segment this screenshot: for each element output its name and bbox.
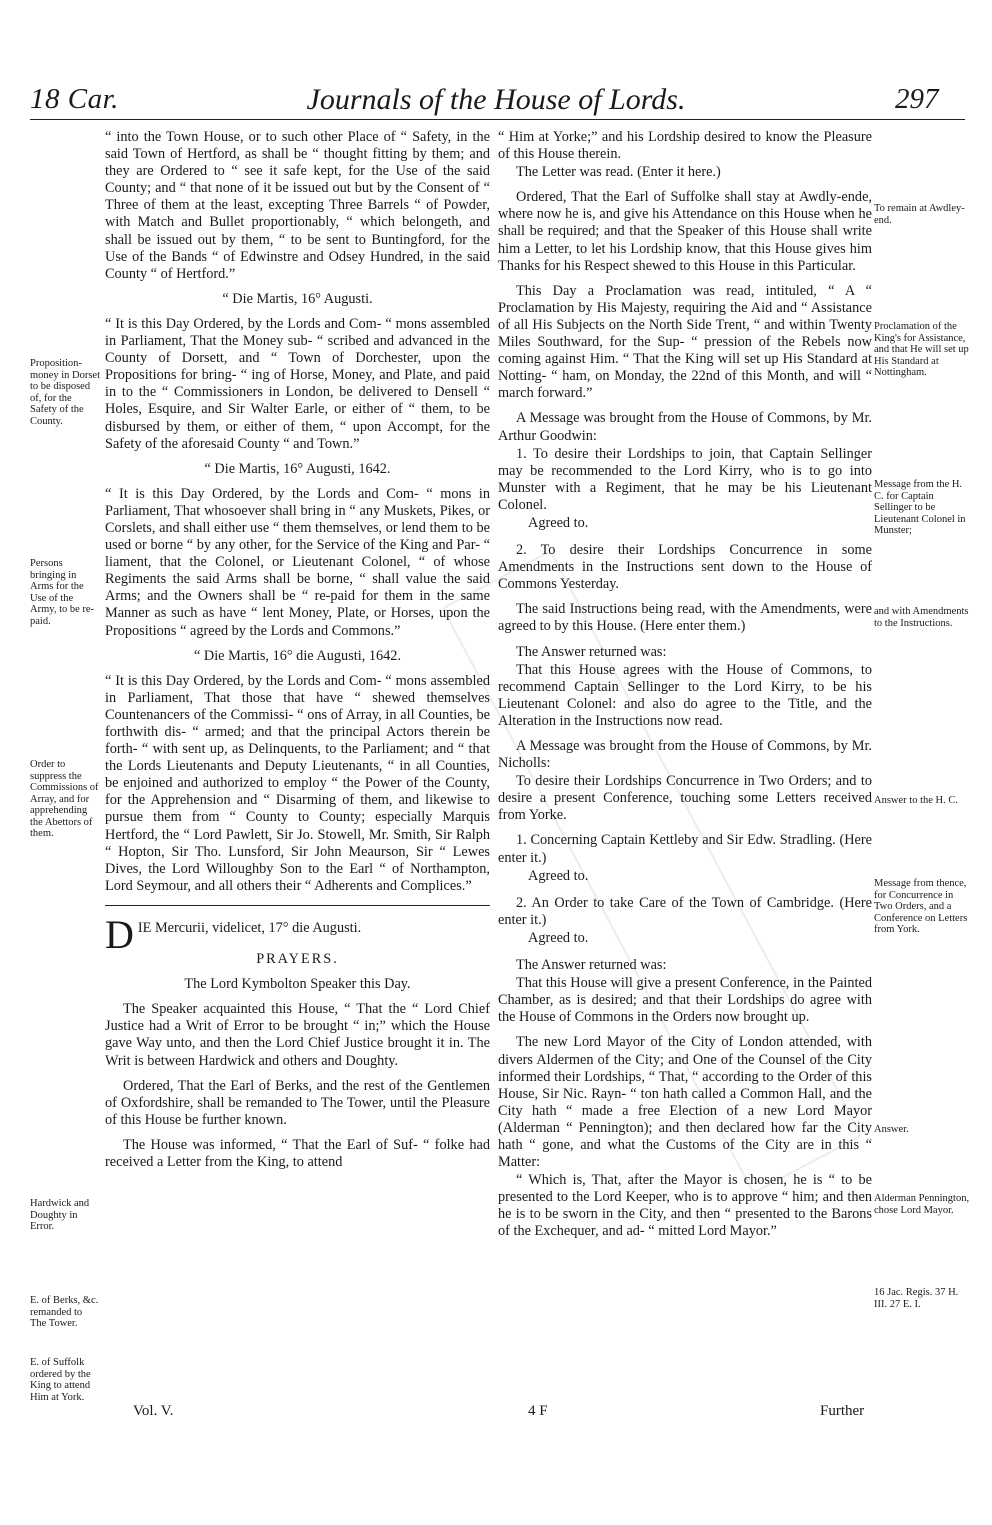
header-rule [30, 119, 965, 120]
right-paragraph: This Day a Proclamation was read, intituled, “ A “ Proclamation by His Majesty, requiring the Aid and “ Assistance of all His Subjects on the North Side Trent, “ and within Twenty Miles Southward, for the Sup- “ pression of the Rebels now coming against Him. “ That the King will set up His Standard at Notting- “ ham, on Monday, the 22nd of this Month, and will “ march forward.” [498, 282, 872, 402]
right-paragraph: The said Instructions being read, with the Amendments, were agreed to by this House. (Here enter them.) [498, 601, 872, 635]
agreed-line: Agreed to. [528, 867, 589, 884]
right-paragraph: A Message was brought from the House of Commons, by Mr. Nicholls: [498, 738, 872, 772]
margin-note-left-5: E. of Berks, &c. remanded to The Tower. [30, 1295, 99, 1329]
margin-note-left-2: Persons bringing in Arms for the Use of the Army, to be re-paid. [30, 558, 95, 627]
margin-note-right-6: Message from thence, for Concurrence in Two Orders, and a Conference on Letters from York. [874, 878, 968, 935]
margin-note-right-2: Proclamation of the King's for Assistance, and that He will set up His Standard at Nottingham. [874, 321, 969, 378]
day-heading-text: IE Mercurii, videlicet, 17° die Augusti. [137, 919, 362, 936]
day-heading [105, 911, 490, 957]
margin-note-right-1: To remain at Awdley-end. [874, 203, 965, 226]
right-paragraph: “ Which is, That, after the Mayor is chosen, he is “ to be presented to the Lord Keeper, who is to approve “ him; and then he is to be sworn in the City, and then “ presented to the Barons of the Exchequer, and ad- “ mitted Lord Mayor.” [498, 1172, 872, 1240]
margin-note-left-6: E. of Suffolk ordered by the King to attend Him at York. [30, 1357, 91, 1403]
right-paragraph: The Answer returned was: [516, 643, 667, 660]
right-paragraph: A Message was brought from the House of Commons, by Mr. Arthur Goodwin: [498, 410, 872, 444]
agreed-line: Agreed to. [528, 929, 589, 946]
agreed-line: Agreed to. [528, 514, 589, 531]
running-head-title: Journals of the House of Lords. [306, 83, 686, 116]
volume-number: Vol. V. [133, 1403, 174, 1419]
right-paragraph: The Answer returned was: [516, 957, 667, 974]
margin-note-left-1: Proposition-money in Dorset to be disposed of, for the Safety of the County. [30, 358, 100, 427]
left-column [105, 129, 490, 1172]
right-paragraph: Ordered, That the Earl of Suffolke shall stay at Awdly-ende, where now he is, and give his Attendance on this House when he shall be required; and that the Speaker of this House shall write him a Letter, to let his Lordship know, that this House gives him Thanks for his Respect shewed to this House in this Particular. [498, 189, 872, 274]
speaker-line: The Lord Kymbolton Speaker this Day. [184, 976, 411, 993]
section-divider [105, 905, 490, 906]
right-paragraph: The Letter was read. (Enter it here.) [516, 164, 721, 181]
right-paragraph: 1. To desire their Lordships to join, that Captain Sellinger may be recommended to the Lord Kirry, who is to go into Munster with a Regiment, that he may be his Lieutenant Colonel. [498, 445, 872, 513]
margin-note-right-3: Message from the H. C. for Captain Sellinger to be Lieutenant Colonel in Munster; [874, 479, 966, 536]
left-paragraph: “ It is this Day Ordered, by the Lords and Com- “ mons assembled in Parliament, That the Money sub- “ scribed and advanced in the County of Dorsett, and “ Town of Dorchester, upon the Propositions for bring- “ ing of Horse, Money, and Plate, and paid in to the “ Commissioners in London, be delivered to Densell “ Holes, Esquire, and Sir Walter Earle, or either of “ them, to be disbursed by them, or either of them, “ upon Accompt, for the Safety of the aforesaid County “ and Town.” [105, 315, 490, 452]
left-paragraph: Ordered, That the Earl of Berks, and the rest of the Gentlemen of Oxfordshire, shall be remanded to The Tower, until the Pleasure of this House be further known. [105, 1077, 490, 1128]
right-paragraph: “ Him at Yorke;” and his Lordship desired to know the Pleasure of this House therein. [498, 129, 872, 163]
left-paragraph: “ It is this Day Ordered, by the Lords and Com- “ mons in Parliament, That whosoever shall bring in “ any Muskets, Pikes, or Corslets, and shall either use “ them themselves, or lend them to be used or borne “ by any other, for the Service of the King and Par- “ liament, that the Colonel, or Lieutenant Colonel, “ of whose Regiments the said Arms shall be borne, “ shall value the said Arms; and the Owners shall be “ re-paid for them in the same Manner as such as have “ lent Money, Plate, or Horses, upon the Propositions “ agreed by the Lords and Commons.” [105, 485, 490, 639]
left-paragraph: The House was informed, “ That the Earl of Suf- “ folke had received a Letter from the King, to attend [105, 1136, 490, 1170]
right-paragraph: To desire their Lordships Concurrence in Two Orders; and to desire a present Conference, touching some Letters received from Yorke. [498, 773, 872, 824]
right-paragraph: That this House agrees with the House of Commons, to recommend Captain Sellinger to the Lord Kirry, to be his Lieutenant Colonel: and also do agree to the Title, and the Alteration in the Instructions now read. [498, 661, 872, 729]
left-paragraph: “ into the Town House, or to such other Place of “ Safety, in the said Town of Hertford, as shall be “ thought fitting by them; and they are Ordered to “ see it safe kept, for the Use of the said County; and “ that none of it be issued out but by the Consent of “ Three of them at the least, excepting Three Barrels “ of Powder, with Match and Bullet proportionably, “ which belongeth, and shall be issued out by them, “ to be sent to Buntingford, for the Use of the Bands “ of Edwinstre and Odsey Hundred, in the said County “ of Hertford.” [105, 129, 490, 282]
right-paragraph: That this House will give a present Conference, in the Painted Chamber, as is desired; and that their Lordships do agree with the House of Commons in the Orders now brought up. [498, 975, 872, 1026]
right-paragraph: 1. Concerning Captain Kettleby and Sir Edw. Stradling. (Here enter it.) [498, 832, 872, 866]
right-paragraph: The new Lord Mayor of the City of London attended, with divers Aldermen of the City; and One of the Counsel of the City informed their Lordships, “ That, “ according to the Order of this House, Sir Nic. Rayn- “ ton hath called a Common Hall, and the City hath “ made a free Election of a new Lord Mayor (Alderman “ Pennington); and then declared how far the City hath “ gone, and what the Customs of the City are in this “ Matter: [498, 1034, 872, 1171]
margin-note-right-5: Answer to the H. C. [874, 795, 958, 806]
margin-note-right-4: and with Amendments to the Instructions. [874, 606, 969, 629]
left-paragraph: The Speaker acquainted this House, “ That the “ Lord Chief Justice had a Writ of Error to be brought “ in;” which the House gave Way unto, and then the Lord Chief Justice brought it in. The Writ is between Hardwick and others and Doughty. [105, 1001, 490, 1069]
drop-cap: D [105, 911, 134, 957]
order-date-heading: “ Die Martis, 16° Augusti, 1642. [204, 460, 391, 477]
margin-note-right-7: Answer. [874, 1124, 909, 1135]
margin-note-right-8: Alderman Pennington, chose Lord Mayor. [874, 1193, 970, 1216]
catchword: Further [820, 1403, 865, 1419]
margin-note-left-3: Order to suppress the Commissions of Array, and for apprehending the Abettors of them. [30, 759, 99, 839]
signature-mark: 4 F [528, 1403, 548, 1419]
page-number: 297 [895, 83, 939, 115]
right-paragraph: 2. To desire their Lordships Concurrence in some Amendments in the Instructions sent down to the House of Commons Yesterday. [498, 542, 872, 593]
margin-note-right-9: 16 Jac. Regis. 37 H. III. 27 E. I. [874, 1287, 959, 1310]
running-head-regnal-year: 18 Car. [30, 83, 119, 115]
order-date-heading: “ Die Martis, 16° Augusti. [222, 290, 373, 307]
right-paragraph: 2. An Order to take Care of the Town of Cambridge. (Here enter it.) [498, 894, 872, 928]
margin-note-left-4: Hardwick and Doughty in Error. [30, 1198, 90, 1232]
right-column [498, 129, 872, 1242]
prayers-heading: PRAYERS. [256, 951, 339, 968]
order-date-heading: “ Die Martis, 16° die Augusti, 1642. [193, 647, 402, 664]
left-paragraph: “ It is this Day Ordered, by the Lords and Com- “ mons assembled in Parliament, That those that have “ shewed themselves Countenancers of the Commissi- “ ons of Array, in all Counties, be forthwith dis- “ armed; and that the principal Actors therein be forth- “ with sent up, as Delinquents, to the Parliament; and “ that the Lords Lieutenants and Deputy Lieutenants, “ in all Counties, be enjoined and authorized to employ “ the Power of the County, for the Apprehension and “ Disarming of them, and likewise to pursue them from “ County to County; especially Marquis Hertford, the “ Lord Pawlett, Sir Jo. Stowell, Mr. Smith, Sir Ralph “ Hopton, Sir Tho. Lunsford, Sir John Meaurson, Sir “ Lewes Dives, the Lord Willoughby Son to the Earl “ of Northampton, Lord Seymour, and all others their “ Adherents and Complices.” [105, 672, 490, 894]
